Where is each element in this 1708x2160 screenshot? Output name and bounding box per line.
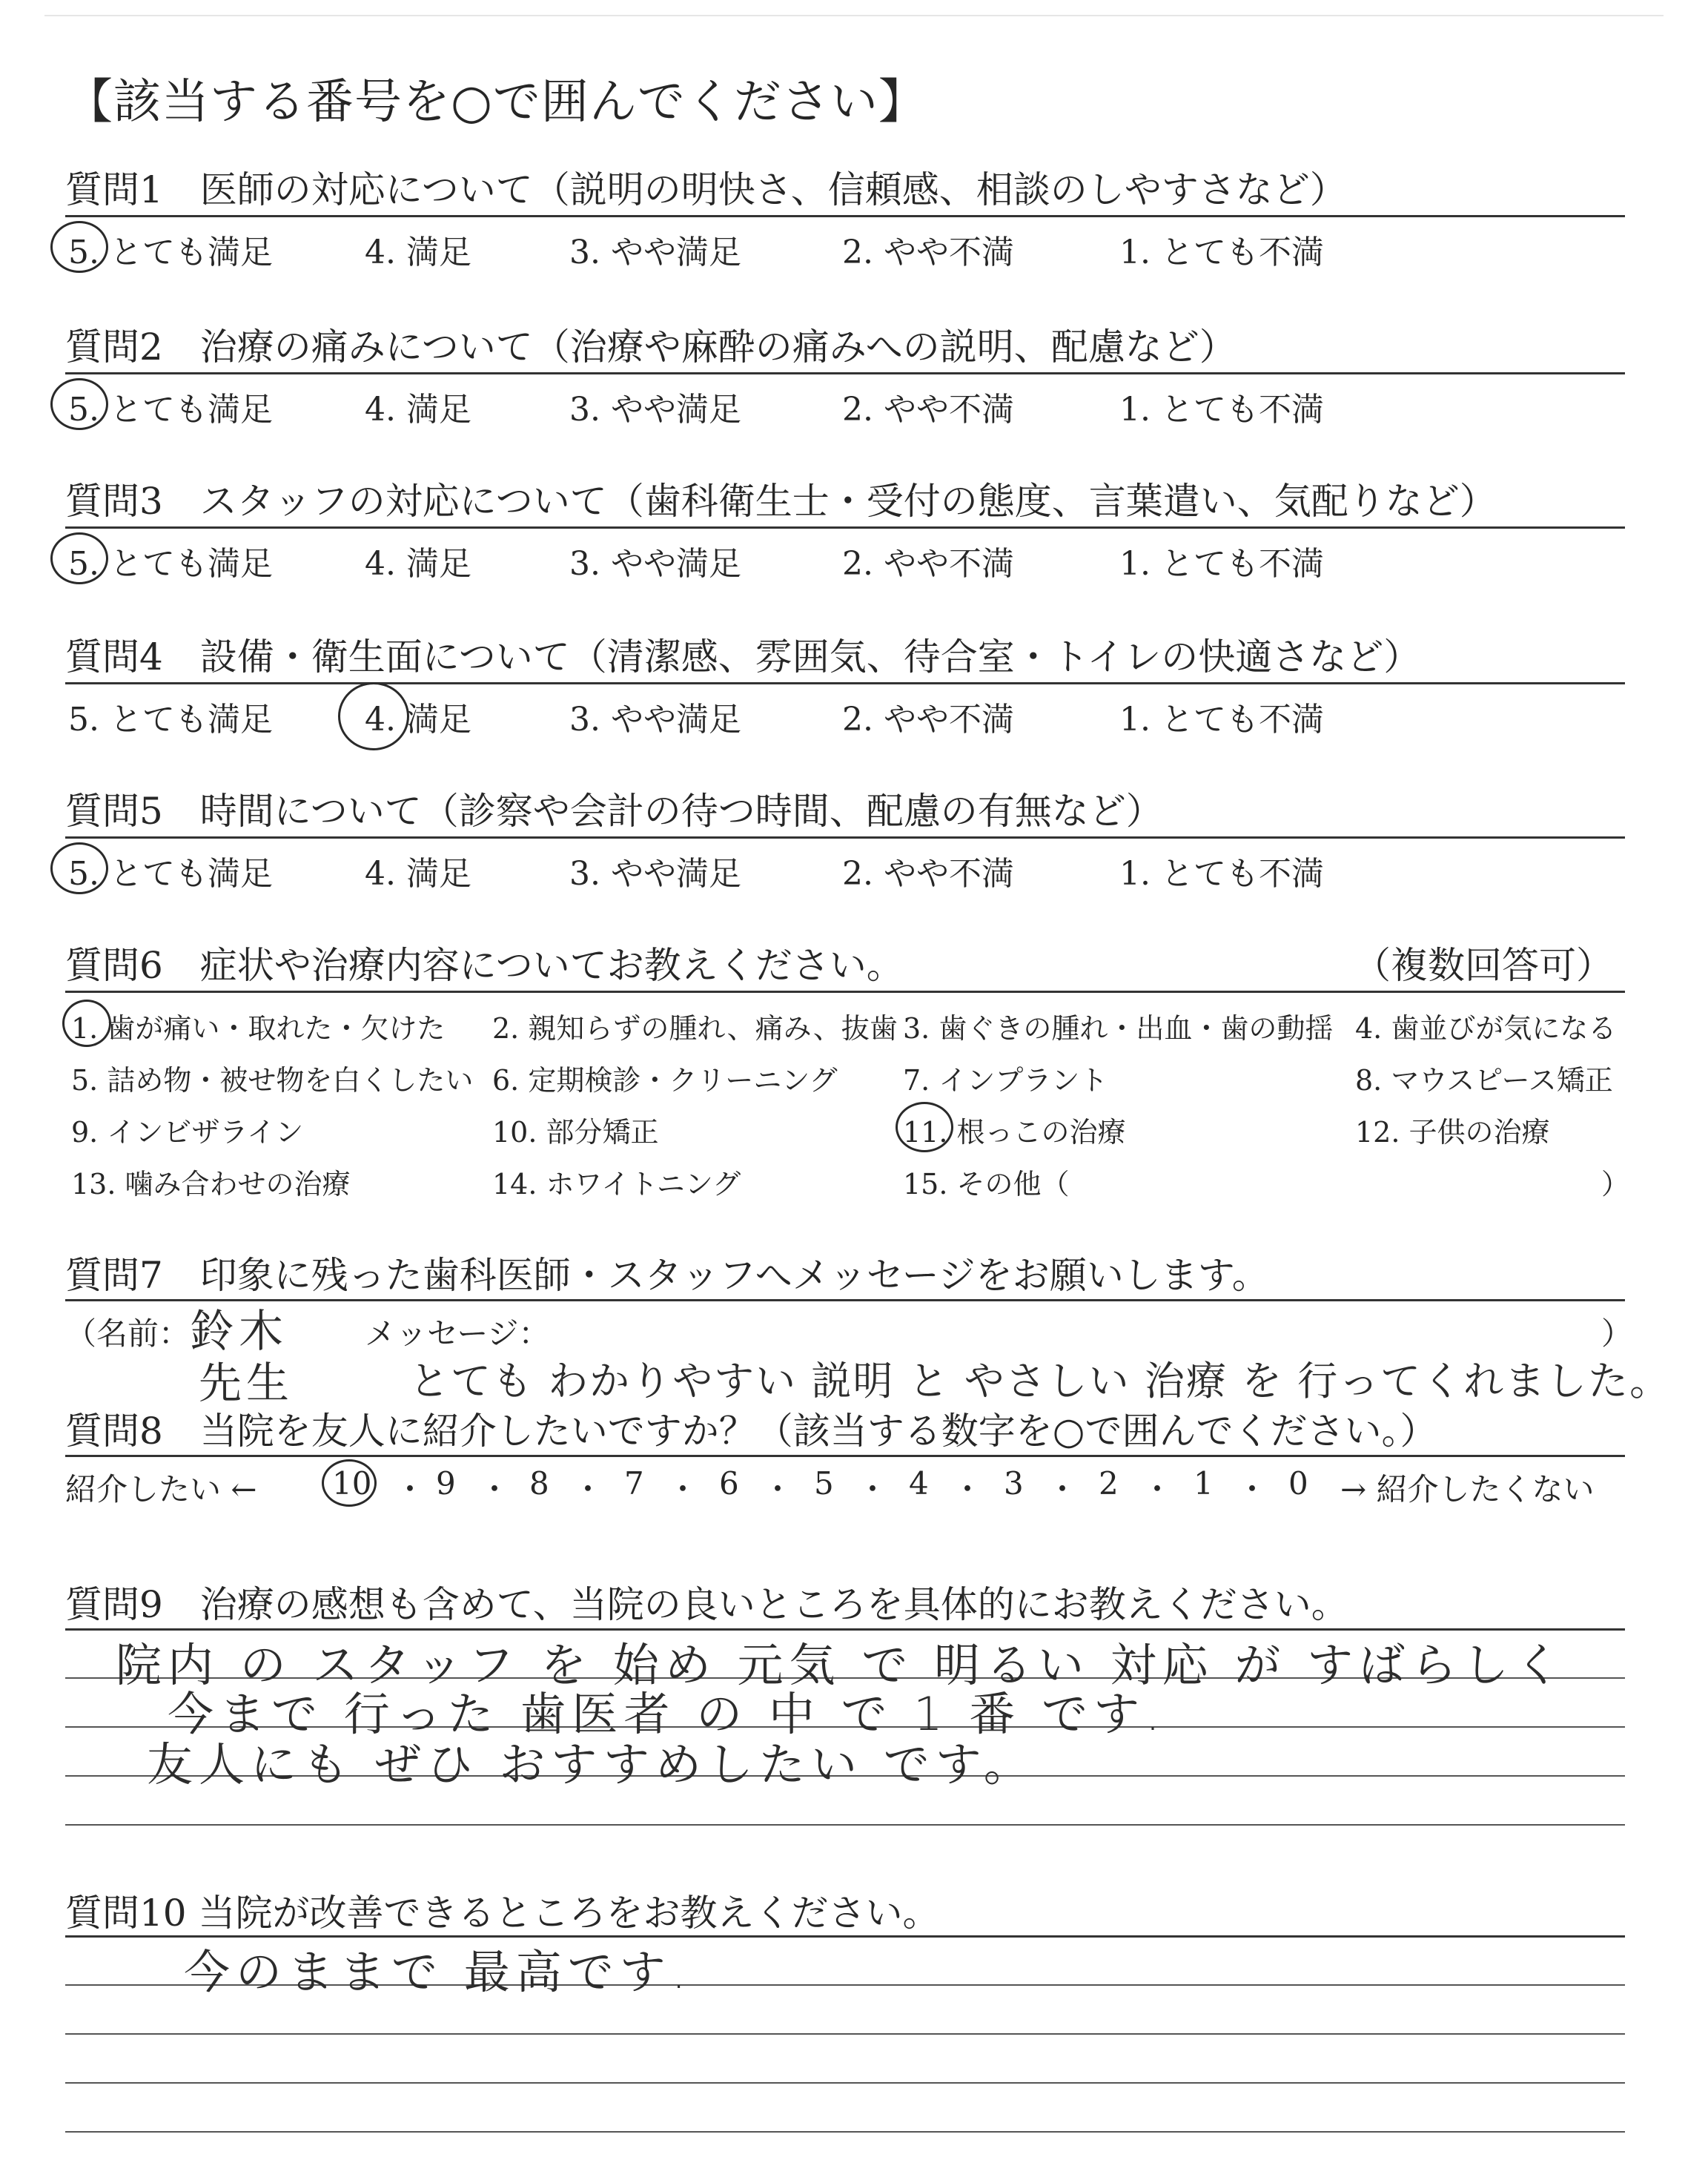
q8-separator: ・ xyxy=(667,1471,699,1507)
q8-score-1[interactable]: 1 xyxy=(1194,1465,1214,1502)
q6-option-14[interactable]: 14. ホワイトニング xyxy=(492,1168,741,1200)
question-2-rule xyxy=(65,372,1625,374)
q8-separator: ・ xyxy=(572,1471,604,1507)
q4-option-3[interactable]: 3. やや満足 xyxy=(569,701,741,739)
q6-option-1[interactable]: 1. 歯が痛い・取れた・欠けた xyxy=(71,1012,446,1045)
q6-option-13[interactable]: 13. 噛み合わせの治療 xyxy=(71,1168,351,1200)
q8-left-label: 紹介したい ← xyxy=(65,1471,257,1507)
q2-selection-circle xyxy=(50,378,108,430)
question-7-title: 質問7 印象に残った歯科医師・スタッフへメッセージをお願いします。 xyxy=(65,1254,1269,1297)
q7-message-value[interactable]: とても わかりやすい 説明 と やさしい 治療 を 行ってくれました。 xyxy=(409,1358,1672,1404)
q7-name-value-line2[interactable]: 先生 xyxy=(199,1358,294,1408)
q8-separator: ・ xyxy=(479,1471,511,1507)
q3-option-3[interactable]: 3. やや満足 xyxy=(569,545,741,583)
q8-separator: ・ xyxy=(1142,1471,1174,1507)
question-6-rule xyxy=(65,991,1625,993)
q6-option-8[interactable]: 8. マウスピース矯正 xyxy=(1355,1064,1613,1097)
question-3-title: 質問3 スタッフの対応について（歯科衛生士・受付の態度、言葉遣い、気配りなど） xyxy=(65,480,1497,523)
q8-separator: ・ xyxy=(1047,1471,1079,1507)
q10-writing-line xyxy=(65,2131,1625,2133)
q3-option-5[interactable]: 5. とても満足 xyxy=(68,545,273,583)
q8-separator: ・ xyxy=(1237,1471,1268,1507)
question-1-title: 質問1 医師の対応について（説明の明快さ、信頼感、相談のしやすさなど） xyxy=(65,168,1347,211)
q10-writing-line xyxy=(65,2033,1625,2035)
question-6-title: 質問6 症状や治療内容についてお教えください。 xyxy=(65,944,904,987)
q7-name-value-line1[interactable]: 鈴木 xyxy=(190,1306,288,1358)
q8-score-5[interactable]: 5 xyxy=(814,1465,834,1502)
question-8-title: 質問8 当院を友人に紹介したいですか？（該当する数字を○で囲んでください。） xyxy=(65,1410,1437,1453)
q3-option-2[interactable]: 2. やや不満 xyxy=(842,545,1014,583)
q1-option-1[interactable]: 1. とても不満 xyxy=(1119,234,1324,271)
question-9-title: 質問9 治療の感想も含めて、当院の良いところを具体的にお教えください。 xyxy=(65,1583,1348,1626)
q6-option-4[interactable]: 4. 歯並びが気になる xyxy=(1355,1012,1617,1045)
q8-score-9[interactable]: 9 xyxy=(436,1465,456,1502)
q6-option-6[interactable]: 6. 定期検診・クリーニング xyxy=(492,1064,838,1097)
q4-option-4[interactable]: 4. 満足 xyxy=(365,701,471,739)
q4-option-2[interactable]: 2. やや不満 xyxy=(842,701,1014,739)
q6-option-3[interactable]: 3. 歯ぐきの腫れ・出血・歯の動揺 xyxy=(903,1012,1334,1045)
q8-selection-circle xyxy=(322,1459,377,1507)
top-border xyxy=(44,15,1664,16)
question-6-note: （複数回答可） xyxy=(1354,944,1613,987)
question-2-title: 質問2 治療の痛みについて（治療や麻酔の痛みへの説明、配慮など） xyxy=(65,326,1237,369)
q6-option-10[interactable]: 10. 部分矯正 xyxy=(492,1116,659,1149)
q6-option-2[interactable]: 2. 親知らずの腫れ、痛み、抜歯 xyxy=(492,1012,898,1045)
q8-score-4[interactable]: 4 xyxy=(909,1465,929,1502)
q9-answer-line-1[interactable]: 院内 の スタッフ を 始め 元気 で 明るい 対応 が すばらしく xyxy=(116,1638,1567,1692)
q8-score-6[interactable]: 6 xyxy=(719,1465,739,1502)
q6-option-7[interactable]: 7. インプラント xyxy=(903,1064,1108,1097)
q4-selection-circle xyxy=(338,682,409,750)
question-8-rule xyxy=(65,1455,1625,1457)
q5-selection-circle xyxy=(50,842,108,894)
question-3-rule xyxy=(65,526,1625,529)
q8-score-7[interactable]: 7 xyxy=(624,1465,644,1502)
q3-option-1[interactable]: 1. とても不満 xyxy=(1119,545,1324,583)
q5-option-2[interactable]: 2. やや不満 xyxy=(842,855,1014,893)
q8-separator: ・ xyxy=(857,1471,889,1507)
q5-option-3[interactable]: 3. やや満足 xyxy=(569,855,741,893)
q2-option-5[interactable]: 5. とても満足 xyxy=(68,391,273,429)
q2-option-1[interactable]: 1. とても不満 xyxy=(1119,391,1324,429)
q1-selection-circle xyxy=(50,221,108,273)
q4-option-5[interactable]: 5. とても満足 xyxy=(68,701,273,739)
q6-option-15[interactable]: 15. その他（ xyxy=(903,1168,1070,1200)
q9-answer-line-3[interactable]: 友人にも ぜひ おすすめしたい です。 xyxy=(147,1737,1036,1791)
question-5-title: 質問5 時間について（診察や会計の待つ時間、配慮の有無など） xyxy=(65,790,1163,833)
q6-option-5[interactable]: 5. 詰め物・被せ物を白くしたい xyxy=(71,1064,474,1097)
q10-answer-line-1[interactable]: 今のままで 最高です. xyxy=(184,1945,692,1999)
q1-option-3[interactable]: 3. やや満足 xyxy=(569,234,741,271)
q6-selection-circle-11 xyxy=(896,1102,953,1152)
q7-close-paren: ） xyxy=(1601,1315,1633,1352)
question-1-rule xyxy=(65,215,1625,217)
q8-right-label: → 紹介したくない xyxy=(1340,1471,1595,1507)
q8-score-3[interactable]: 3 xyxy=(1004,1465,1024,1502)
q6-option-11[interactable]: 11. 根っこの治療 xyxy=(903,1116,1126,1149)
question-10-title: 質問10 当院が改善できるところをお教えください。 xyxy=(65,1892,940,1935)
q3-option-4[interactable]: 4. 満足 xyxy=(365,545,471,583)
q5-option-5[interactable]: 5. とても満足 xyxy=(68,855,273,893)
page-title: 【該当する番号を○で囲んでください】 xyxy=(65,75,927,130)
q5-option-4[interactable]: 4. 満足 xyxy=(365,855,471,893)
q8-separator: ・ xyxy=(762,1471,794,1507)
q2-option-2[interactable]: 2. やや不満 xyxy=(842,391,1014,429)
q8-score-2[interactable]: 2 xyxy=(1099,1465,1119,1502)
q6-selection-circle-1 xyxy=(62,1000,111,1047)
q7-name-label: （名前： xyxy=(65,1315,191,1352)
q8-score-0[interactable]: 0 xyxy=(1288,1465,1308,1502)
q1-option-2[interactable]: 2. やや不満 xyxy=(842,234,1014,271)
q3-selection-circle xyxy=(50,532,108,584)
question-7-rule xyxy=(65,1299,1625,1301)
q6-option-12[interactable]: 12. 子供の治療 xyxy=(1355,1116,1550,1149)
q4-option-1[interactable]: 1. とても不満 xyxy=(1119,701,1324,739)
q7-message-label: メッセージ： xyxy=(365,1315,550,1352)
q6-option-9[interactable]: 9. インビザライン xyxy=(71,1116,304,1149)
q8-separator: ・ xyxy=(952,1471,984,1507)
q2-option-4[interactable]: 4. 満足 xyxy=(365,391,471,429)
q8-score-8[interactable]: 8 xyxy=(529,1465,549,1502)
q10-writing-line xyxy=(65,2082,1625,2084)
q9-writing-line xyxy=(65,1824,1625,1826)
q5-option-1[interactable]: 1. とても不満 xyxy=(1119,855,1324,893)
q8-separator: ・ xyxy=(394,1471,426,1507)
q6-option-15-close: ） xyxy=(1601,1168,1630,1200)
q1-option-4[interactable]: 4. 満足 xyxy=(365,234,471,271)
question-4-rule xyxy=(65,682,1625,684)
q2-option-3[interactable]: 3. やや満足 xyxy=(569,391,741,429)
question-5-rule xyxy=(65,836,1625,839)
q8-score-10[interactable]: 10 xyxy=(332,1465,372,1502)
q1-option-5[interactable]: 5. とても満足 xyxy=(68,234,273,271)
question-4-title: 質問4 設備・衛生面について（清潔感、雰囲気、待合室・トイレの快適さなど） xyxy=(65,635,1421,678)
q9-answer-line-2[interactable]: 今まで 行った 歯医者 の 中 で 1 番 です. xyxy=(168,1687,1166,1741)
